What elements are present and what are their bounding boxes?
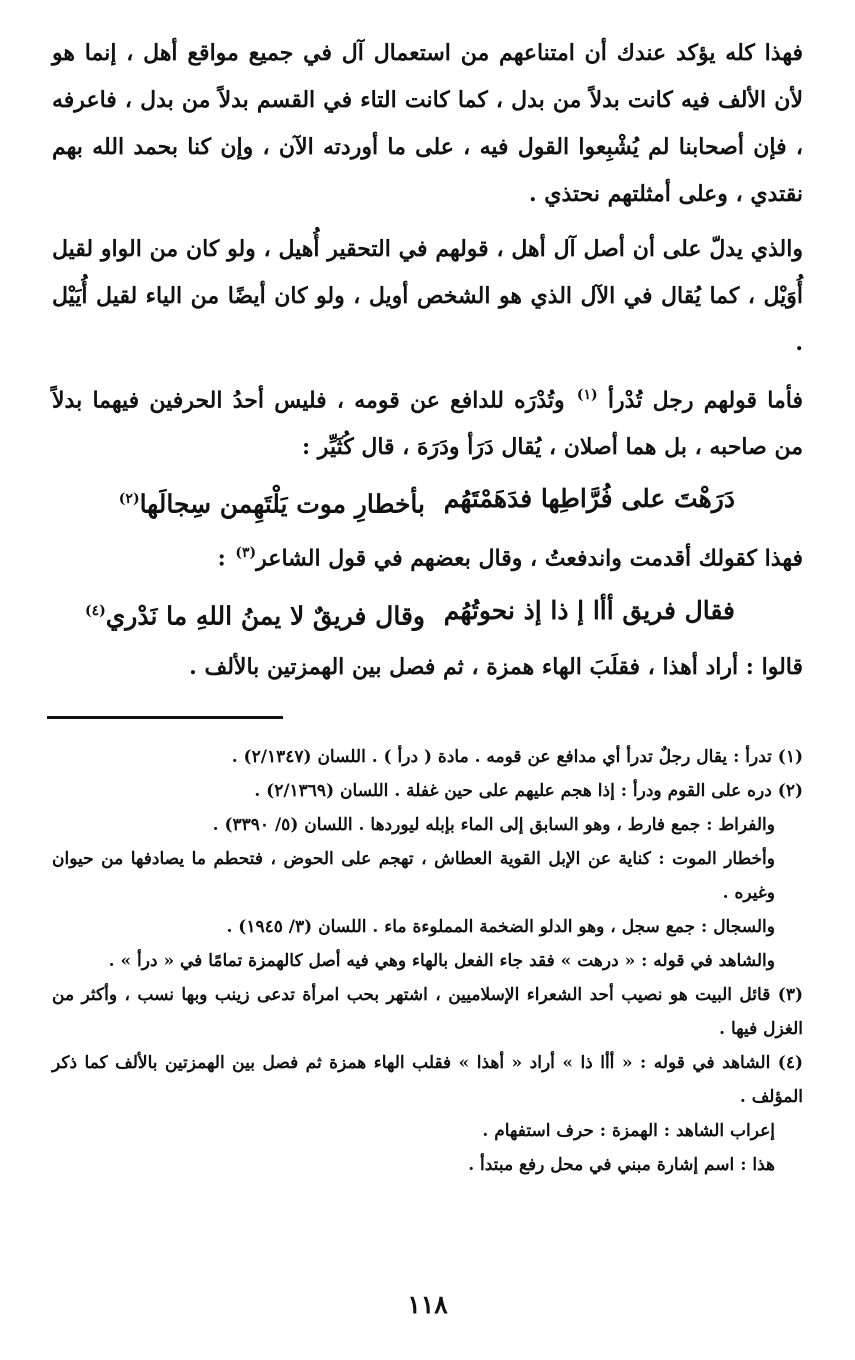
verse-1-first-hemistich: دَرَهْتَ على فُرَّاطِها فدَهَمْتَهُم: [443, 484, 735, 513]
paragraph-4: [52, 530, 803, 582]
footnote-2-note: والشاهد في قوله : « درهت » فقد جاء الفعل بالهاء وهي فيه أصل كالهمزة تمامًا في « درأ » .: [108, 951, 775, 971]
footnotes: [52, 740, 803, 1182]
footnote-2-note: والفراط : جمع فارط ، وهو السابق إلى الماء بإبله ليوردها . اللسان (٥/ ٣٣٩٠) .: [212, 815, 775, 835]
footnote-2-note: والسجال : جمع سجل ، وهو الدلو الضخمة المملوءة ماء . اللسان (٣/ ١٩٤٥) .: [226, 917, 775, 937]
footnote-2: (٢) دره على القوم ودرأ : إذا هجم عليهم على حين غفلة . اللسان (٢/١٣٦٩) .: [254, 781, 803, 801]
poetry-verse-1: [0, 474, 855, 524]
paragraph-4-after: :: [217, 545, 226, 572]
footnote-4: (٤) الشاهد في قوله : « أأا ذا » أراد « أهذا » فقلب الهاء همزة ثم فصل بين الهمزتين بالألف كما ذكر المؤلف .: [52, 1053, 803, 1107]
paragraph-3-before: فأما قولهم رجل تُدْرأ: [607, 387, 803, 414]
verse-2-second-text: وقال فريقٌ لا يمنُ اللهِ ما نَدْري: [105, 601, 425, 631]
footnote-3: (٣) قائل البيت هو نصيب أحد الشعراء الإسلاميين ، اشتهر بحب امرأة تدعى زينب وبها نسب ، وأكثر من الغزل فيها .: [52, 985, 803, 1039]
footnote-ref-1: (١): [576, 387, 598, 403]
verse-1-second-hemistich: [117, 474, 425, 529]
page-number: ١١٨: [407, 1290, 448, 1319]
paragraph-4-before: فهذا كقولك أقدمت واندفعتُ ، وقال بعضهم في قول الشاعر: [256, 545, 803, 572]
paragraph-3-after: وتُدْرَه للدافع عن قومه ، فليس أحدُ الحرفين فيهما بدلاً من صاحبه ، بل هما أصلان ، يُقال دَرَأ ودَرَهَ ، قال كُثَيِّر :: [52, 387, 803, 461]
verse-1-second-text: بأخطارِ موت يَلْتَهِمن سِجالَها: [139, 489, 425, 519]
footnote-separator: [47, 716, 283, 719]
verse-2-first-hemistich: فقال فريق أأا إ ذا إذ نحوتُهُم: [443, 596, 735, 625]
paragraph-3: [52, 372, 803, 471]
footnote-ref-3: (٣): [235, 545, 257, 561]
footnote-4-note: إعراب الشاهد : الهمزة : حرف استفهام .: [482, 1121, 775, 1141]
poetry-verse-2: [0, 586, 855, 636]
paragraph-1: فهذا كله يؤكد عندك أن امتناعهم من استعمال آل في جميع مواقع أهل ، إنما هو لأن الألف فيه كانت بدلاً من بدل ، كما كانت التاء في القسم بدلاً من بدل ، فاعرفه ، فإن أصحابنا لم يُشْبِعوا القول فيه ، على ما أوردته الآن ، وإن كنا بحمد الله بهم نقتدي ، وعلى أمثلتهم نحتذي .: [52, 40, 803, 207]
verse-2-second-hemistich: [83, 586, 425, 641]
paragraph-5: قالوا : أراد أهذا ، فقلَبَ الهاء همزة ، ثم فصل بين الهمزتين بالألف .: [189, 654, 803, 680]
footnote-ref-2: (٢): [118, 491, 140, 507]
footnote-4-note: هذا : اسم إشارة مبني في محل رفع مبتدأ .: [468, 1155, 775, 1175]
paragraph-2: والذي يدلّ على أن أصل آل أهل ، قولهم في التحقير أُهيل ، ولو كان من الواو لقيل أُوَيْل ، كما يُقال في الآل الذي هو الشخص أويل ، ولو كان أيضًا من الياء لقيل أُيَيْل .: [52, 236, 803, 356]
footnote-2-note: وأخطار الموت : كناية عن الإبل القوية العطاش ، تهجم على الحوض ، فتحطم ما يصادفها من حيوان وغيره .: [52, 849, 775, 903]
footnote-ref-4: (٤): [84, 603, 106, 619]
footnote-1: (١) تدرأ : يقال رجلٌ تدرأ أي مدافع عن قومه . مادة ( درأ ) . اللسان (٢/١٣٤٧) .: [231, 747, 803, 767]
